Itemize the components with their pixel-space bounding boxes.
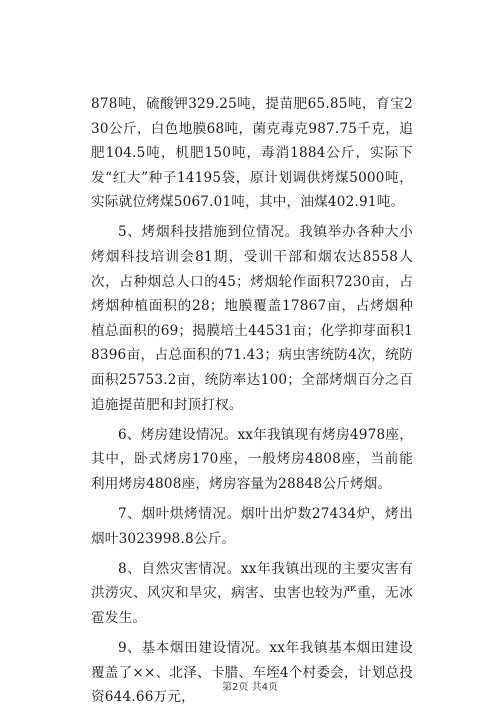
page-footer: 第2页 共4页	[222, 682, 278, 693]
paragraph-leaf-curing: 7、烟叶烘烤情况。烟叶出炉数27434炉，烤出烟叶3023998.8公斤。	[91, 506, 413, 547]
paragraph-natural-disasters: 8、自然灾害情况。xx年我镇出现的主要灾害有洪涝灾、风灾和旱灾，病害、虫害也较为严重，无冰雹发生。	[91, 560, 413, 626]
document-body	[91, 92, 413, 710]
paragraph-tech-measures: 5、烤烟科技措施到位情况。我镇举办各种大小烤烟科技培训会81期，受训干部和烟农达8558人次，占种烟总人口的45；烤烟轮作面积7230亩，占烤烟种植面积的28；地膜覆盖17867亩，占烤烟种植总面积的69；揭膜培土44531亩；化学抑芽面积18396亩，占总面积的71.43；病虫害统防4次，统防面积25753.2亩，统防率达100；全部烤烟百分之百追施提苗肥和封顶打杈。	[91, 224, 413, 413]
paragraph-continued-fertilizer: 878吨，硫酸钾329.25吨，提苗肥65.85吨，育宝230公斤，白色地膜68吨，菌克毒克987.75千克，追肥104.5吨，机肥150吨，毒消1884公斤，实际下发“红大”种子14195袋，原计划调供烤煤5000吨，实际就位烤煤5067.01吨，其中，油煤402.91吨。	[91, 96, 413, 211]
paragraph-curing-barns: 6、烤房建设情况。xx年我镇现有烤房4978座，其中，卧式烤房170座，一般烤房4808座，当前能利用烤房4808座，烤房容量为28848公斤烤烟。	[91, 426, 413, 492]
paragraph-basic-fields: 9、基本烟田建设情况。xx年我镇基本烟田建设覆盖了××、北泽、卡腊、车垤4个村委会，计划总投资644.66万元，	[91, 639, 413, 706]
